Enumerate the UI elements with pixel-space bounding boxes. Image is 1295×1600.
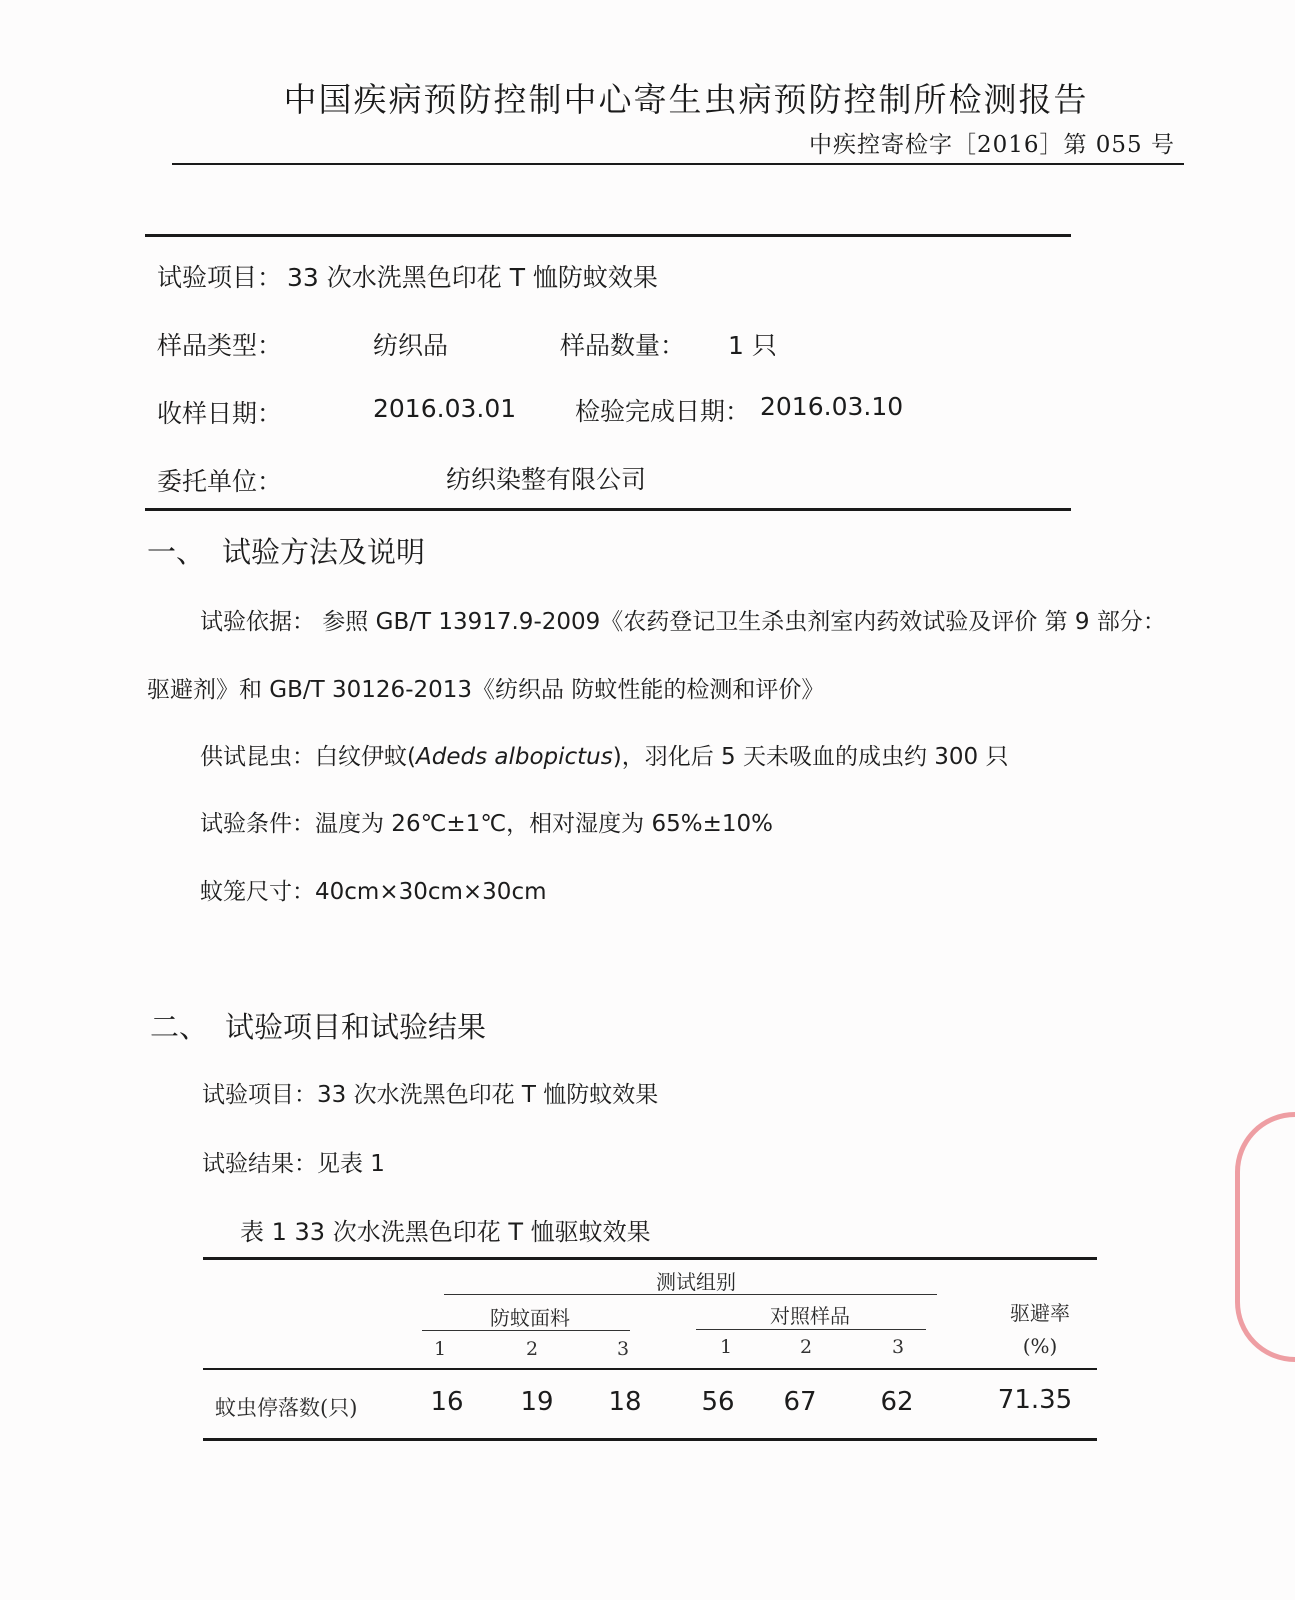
- test-insect: [200, 738, 1009, 771]
- table-top-rule: [203, 1257, 1097, 1260]
- control-value-2: 67: [783, 1387, 817, 1417]
- sample-qty-label: 样品数量：: [560, 331, 686, 360]
- fabric-value-1: 16: [430, 1387, 464, 1417]
- receive-date-value: 2016.03.01: [373, 394, 517, 423]
- fabric-value-3: 18: [608, 1387, 642, 1417]
- rate-header: 驱避率: [1010, 1301, 1070, 1325]
- sample-type-value: 纺织品: [373, 331, 449, 360]
- section2-test-result: 试验结果：见表 1: [202, 1151, 385, 1177]
- info-bottom-rule: [145, 508, 1071, 511]
- fabric-header-rule: [422, 1330, 630, 1331]
- control-value-1: 56: [701, 1387, 735, 1417]
- info-top-rule: [145, 234, 1071, 237]
- insect-prefix: 供试昆虫：白纹伊蚊(: [200, 744, 416, 770]
- section2-test-item: 试验项目：33 次水洗黑色印花 T 恤防蚊效果: [202, 1082, 659, 1108]
- sample-qty-value: 1 只: [728, 331, 777, 360]
- test-basis-line1: 试验依据： 参照 GB/T 13917.9-2009《农药登记卫生杀虫剂室内药效试验及评价 第 9 部分：: [200, 609, 1166, 635]
- control-header: 对照样品: [770, 1304, 850, 1328]
- sample-type-label: 样品类型：: [157, 331, 283, 360]
- table-caption: 表 1 33 次水洗黑色印花 T 恤驱蚊效果: [240, 1218, 651, 1246]
- fabric-col-1: 1: [433, 1338, 447, 1360]
- test-basis-line2: 驱避剂》和 GB/T 30126-2013《纺织品 防蚊性能的检测和评价》: [147, 677, 825, 703]
- test-item-value: 33 次水洗黑色印花 T 恤防蚊效果: [287, 263, 658, 292]
- table-header-bottom-rule: [203, 1368, 1097, 1370]
- section1-title: 试验方法及说明: [222, 535, 426, 569]
- rate-unit: (%): [1022, 1334, 1058, 1358]
- group-header-rule: [444, 1294, 937, 1295]
- table-bottom-rule: [203, 1438, 1097, 1441]
- report-number: 中疾控寄检字［2016］第 055 号: [808, 132, 1175, 158]
- official-stamp: [1235, 1112, 1295, 1362]
- insect-suffix: )，羽化后 5 天未吸血的成虫约 300 只: [612, 744, 1009, 770]
- fabric-col-2: 2: [525, 1338, 539, 1360]
- header-rule: [172, 163, 1184, 165]
- complete-date-label: 检验完成日期：: [575, 397, 751, 426]
- test-item-label: 试验项目：: [157, 263, 283, 292]
- fabric-col-3: 3: [616, 1338, 630, 1360]
- group-header: 测试组别: [656, 1270, 736, 1294]
- client-label: 委托单位：: [157, 467, 283, 496]
- control-col-2: 2: [799, 1336, 813, 1358]
- complete-date-value: 2016.03.10: [760, 392, 904, 421]
- control-header-rule: [696, 1329, 926, 1330]
- fabric-header: 防蚊面料: [490, 1306, 570, 1330]
- fabric-value-2: 19: [520, 1387, 554, 1417]
- cage-size: 蚊笼尺寸：40cm×30cm×30cm: [200, 879, 547, 905]
- insect-latin-name: Adeds albopictus: [415, 744, 613, 770]
- client-value: 纺织染整有限公司: [446, 465, 647, 494]
- control-value-3: 62: [880, 1387, 914, 1417]
- repellency-rate-value: 71.35: [997, 1385, 1073, 1415]
- row-label: 蚊虫停落数(只): [215, 1396, 358, 1420]
- control-col-1: 1: [719, 1336, 733, 1358]
- receive-date-label: 收样日期：: [157, 399, 283, 428]
- section1-number: 一、: [147, 535, 206, 569]
- control-col-3: 3: [891, 1336, 905, 1358]
- report-title: 中国疾病预防控制中心寄生虫病预防控制所检测报告: [283, 80, 1089, 119]
- test-conditions: 试验条件：温度为 26℃±1℃，相对湿度为 65%±10%: [200, 811, 773, 837]
- section2-number: 二、: [150, 1010, 209, 1044]
- section2-title: 试验项目和试验结果: [225, 1010, 487, 1044]
